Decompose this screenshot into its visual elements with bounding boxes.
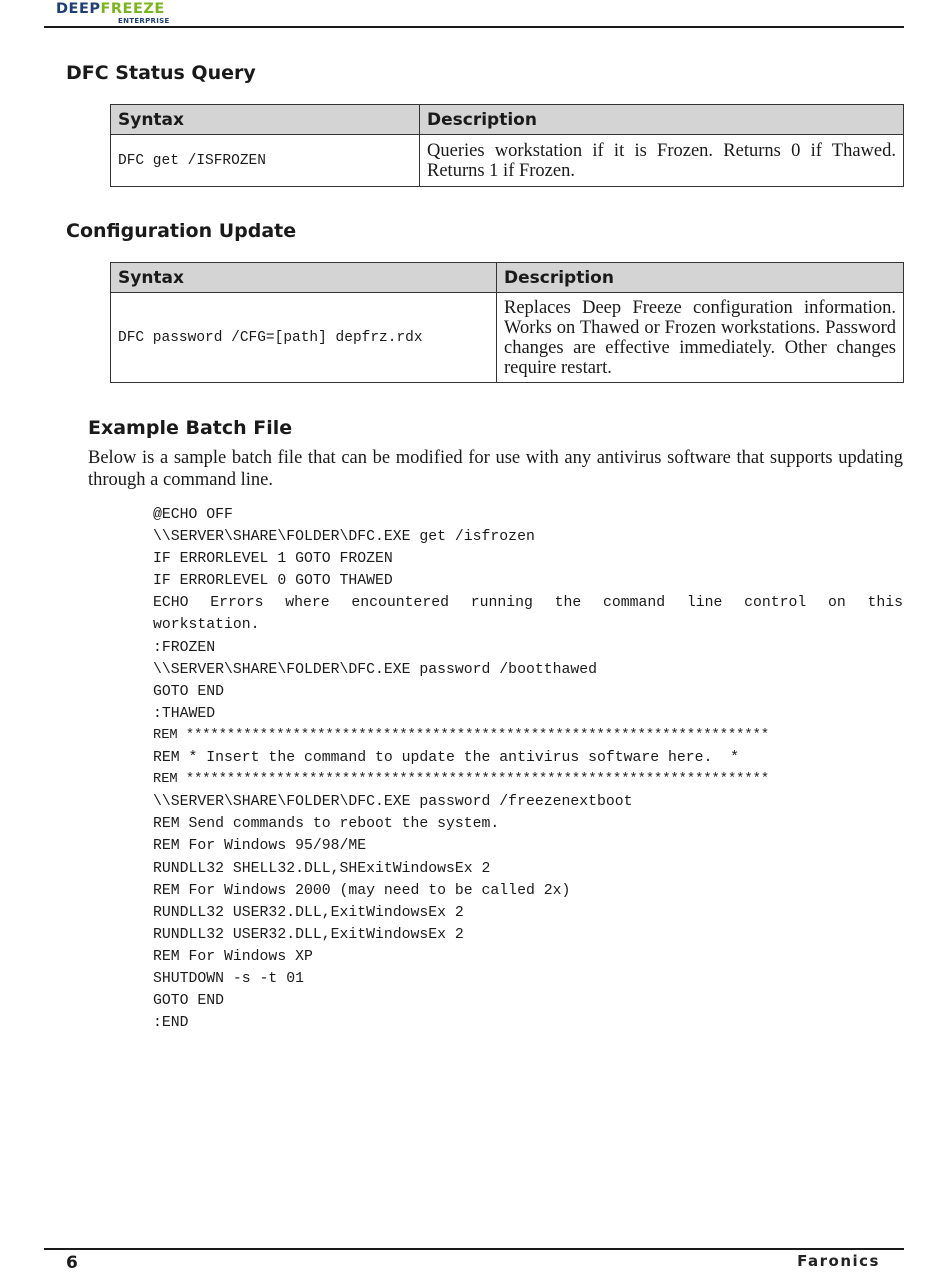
code-line: @ECHO OFF [153,507,233,523]
table-header-row [111,105,904,135]
column-header-syntax: Syntax [111,105,420,135]
code-line: RUNDLL32 USER32.DLL,ExitWindowsEx 2 [153,926,464,943]
table-row [111,135,904,187]
section-title-status-query: DFC Status Query [66,62,256,84]
status-query-table [110,104,904,187]
logo-text-deep: DEEP [56,1,101,17]
code-line: GOTO END [153,683,225,700]
code-line: \\SERVER\SHARE\FOLDER\DFC.EXE get /isfrozen [153,529,535,546]
batch-file-code [153,504,903,1034]
section-title-config-update: Configuration Update [66,220,297,242]
syntax-cell: DFC password /CFG=[path] depfrz.rdx [111,293,497,383]
column-header-syntax: Syntax [111,263,497,293]
code-line: REM * Insert the command to update the antivirus software here. * [153,750,740,767]
code-line: REM For Windows 95/98/ME [153,838,367,855]
code-line: IF ERRORLEVEL 0 GOTO THAWED [153,573,393,590]
column-header-description: Description [420,105,904,135]
code-line: RUNDLL32 USER32.DLL,ExitWindowsEx 2 [153,904,464,921]
footer-rule [44,1248,904,1250]
deep-freeze-logo [56,2,170,25]
code-line: ECHO Errors where encountered running the command line control on this [153,595,903,612]
code-line: REM For Windows XP [153,948,313,965]
code-line: REM *********************************************************************** [153,772,770,788]
table-row [111,293,904,383]
code-line: REM For Windows 2000 (may need to be called 2x) [153,882,571,899]
code-line: IF ERRORLEVEL 1 GOTO FROZEN [153,551,393,568]
code-line: workstation. [153,617,260,634]
code-line: :END [153,1015,189,1032]
description-cell: Replaces Deep Freeze configuration information. Works on Thawed or Frozen workstations. Password changes are effective immediately. Other changes require restart. [497,293,904,383]
logo-text-freeze: FREEZE [100,1,165,17]
column-header-description: Description [497,263,904,293]
code-line: REM *********************************************************************** [153,727,770,743]
config-update-table [110,262,904,383]
code-line: :FROZEN [153,639,216,656]
header-rule [44,26,904,28]
section-title-batch-file: Example Batch File [88,417,293,439]
code-line: \\SERVER\SHARE\FOLDER\DFC.EXE password /freezenextboot [153,794,633,811]
table-header-row [111,263,904,293]
page-number: 6 [66,1253,78,1273]
code-line: \\SERVER\SHARE\FOLDER\DFC.EXE password /bootthawed [153,661,597,678]
code-line: GOTO END [153,993,225,1010]
code-line: RUNDLL32 SHELL32.DLL,SHExitWindowsEx 2 [153,860,491,877]
batch-file-intro: Below is a sample batch file that can be modified for use with any antivirus software that supports updating through a command line. [88,448,903,490]
code-line: REM Send commands to reboot the system. [153,816,500,833]
description-cell: Queries workstation if it is Frozen. Returns 0 if Thawed. Returns 1 if Frozen. [420,135,904,187]
syntax-cell: DFC get /ISFROZEN [111,135,420,187]
faronics-logo: Faronics [797,1252,880,1270]
code-line: SHUTDOWN -s -t 01 [153,970,304,987]
code-line: :THAWED [153,705,216,722]
logo-text-enterprise: ENTERPRISE [118,16,170,25]
